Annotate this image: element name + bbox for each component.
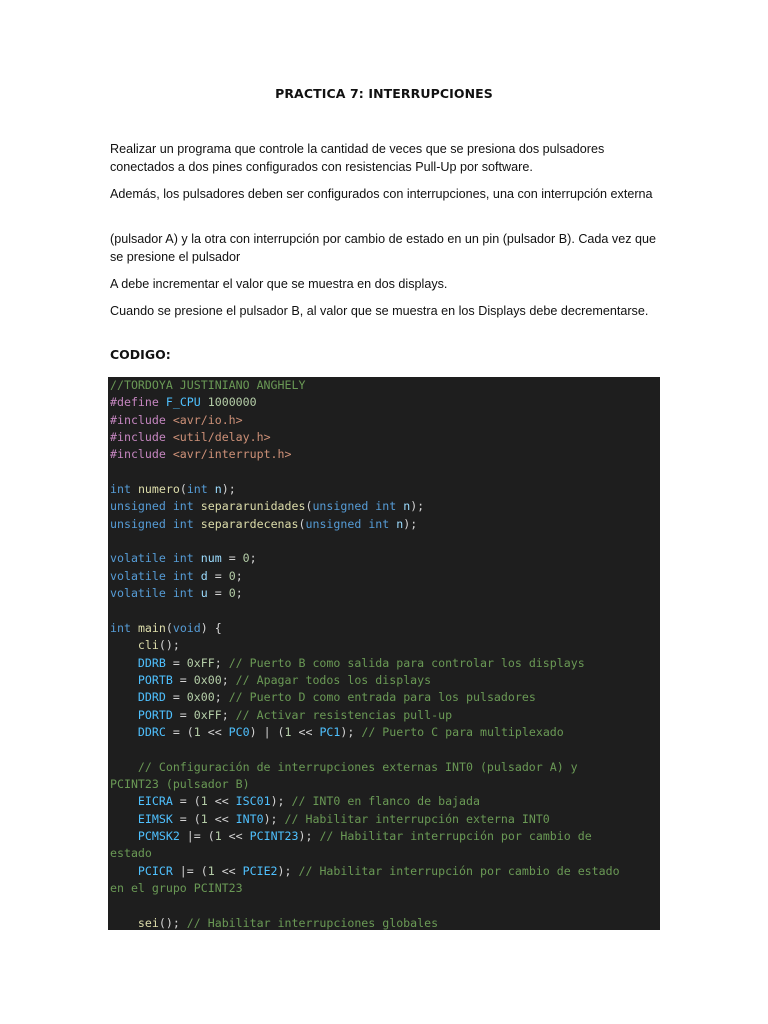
code-lines (108, 377, 660, 930)
code-token: << (207, 794, 236, 809)
paragraph-2: Además, los pulsadores deben ser configurados con interrupciones, una con interrupción externa (110, 187, 653, 201)
code-line (110, 446, 660, 463)
code-token: |= ( (179, 828, 215, 843)
code-token (166, 517, 173, 531)
code-token: int (110, 620, 131, 635)
code-token (159, 395, 166, 409)
code-token: void (172, 620, 201, 635)
code-token (110, 708, 138, 722)
code-token: ); (277, 863, 299, 878)
code-token: ( (179, 482, 187, 497)
code-token: unsigned (110, 499, 166, 514)
code-token: unsigned (110, 516, 166, 531)
code-token: n (403, 499, 411, 514)
paragraph-3: (pulsador A) y la otra con interrupción por cambio de estado en un pin (pulsador B). Cada vez que se presione el pulsador (110, 232, 657, 264)
code-block (108, 377, 660, 930)
code-token: n (396, 516, 404, 531)
code-token: d (200, 568, 208, 583)
code-token: // Habilitar interrupción por cambio de estado (298, 863, 620, 878)
code-token (166, 413, 173, 427)
code-token: = (165, 655, 187, 670)
code-line (110, 516, 660, 533)
code-line (110, 845, 660, 862)
code-token: 0 (242, 551, 250, 566)
code-token: unsigned (305, 516, 362, 531)
code-line (110, 498, 660, 515)
code-token: PCICR (137, 863, 173, 878)
code-line (110, 602, 660, 619)
code-line (110, 550, 660, 567)
code-token: = ( (172, 794, 201, 809)
code-token: INT0 (235, 811, 264, 826)
code-token (131, 482, 138, 496)
code-token: #include (110, 447, 166, 462)
code-line (110, 481, 660, 498)
code-token: 1 (193, 724, 201, 739)
code-token: ; (221, 672, 236, 687)
code-token (110, 812, 138, 826)
code-line (110, 880, 660, 897)
code-token: ( (298, 516, 306, 531)
code-token: << (200, 724, 229, 739)
code-token: ); (403, 516, 418, 531)
code-token: <avr/interrupt.h> (172, 447, 292, 462)
code-token: 0x00 (193, 672, 222, 687)
code-token: 0x00 (186, 690, 215, 705)
code-token: volatile (110, 586, 166, 601)
code-line (110, 776, 660, 793)
code-token: int (172, 568, 194, 583)
code-token: = (172, 672, 194, 687)
page-title: PRACTICA 7: INTERRUPCIONES (275, 86, 493, 101)
code-token: ; (221, 707, 236, 722)
code-token: ; (214, 690, 229, 705)
code-line (110, 585, 660, 602)
code-token: PC0 (228, 724, 250, 739)
code-token: // Puerto D como entrada para los pulsadores (228, 690, 536, 705)
code-token (166, 430, 173, 444)
code-token: int (110, 482, 131, 497)
code-token: ) { (200, 620, 222, 635)
code-token: n (214, 482, 222, 497)
code-line (110, 672, 660, 689)
code-token (110, 656, 138, 670)
code-label: CODIGO: (110, 347, 171, 362)
code-token (194, 569, 201, 583)
paragraph-1: Realizar un programa que controle la cantidad de veces que se presiona dos pulsadores conectados a dos pines configurados con resistencias Pull-Up por software. (110, 142, 605, 174)
code-token (110, 725, 138, 739)
code-token: ); (270, 794, 292, 809)
code-line (110, 568, 660, 585)
code-token (194, 517, 201, 531)
code-token: // Habilitar interrupciones globales (186, 915, 439, 930)
code-line (110, 863, 660, 880)
code-token (194, 586, 201, 600)
code-line (110, 915, 660, 930)
code-token: PCINT23 (249, 828, 299, 843)
code-token: = ( (172, 811, 201, 826)
code-token: separardecenas (200, 516, 299, 531)
code-token: int (172, 516, 194, 531)
code-token (166, 586, 173, 600)
code-token: 0xFF (193, 707, 222, 722)
code-token: PORTD (137, 707, 173, 722)
paragraph-5: Cuando se presione el pulsador B, al valor que se muestra en los Displays debe decrementarse. (110, 304, 649, 318)
code-token: PORTB (137, 672, 173, 687)
code-token: main (137, 620, 166, 635)
code-token: PC1 (319, 724, 341, 739)
code-line (110, 620, 660, 637)
code-token: = (221, 551, 243, 566)
code-line (110, 412, 660, 429)
code-token: = (165, 690, 187, 705)
code-token: cli (137, 638, 159, 653)
code-token: = (172, 707, 194, 722)
code-token: DDRC (137, 724, 166, 739)
code-token: PCMSK2 (137, 828, 180, 843)
code-token: << (214, 863, 243, 878)
code-token: // Habilitar interrupción por cambio de (319, 828, 592, 843)
code-line (110, 377, 660, 394)
code-token: 1 (207, 863, 215, 878)
code-token: sei (137, 915, 159, 930)
code-token (166, 447, 173, 461)
code-token: DDRB (137, 655, 166, 670)
code-token: ); (221, 482, 236, 497)
code-token: volatile (110, 568, 166, 583)
code-token: volatile (110, 551, 166, 566)
code-token (110, 794, 138, 808)
code-token (208, 482, 215, 496)
code-token: 0 (228, 568, 236, 583)
code-line (110, 759, 660, 776)
code-token (166, 551, 173, 565)
code-token (194, 551, 201, 565)
code-line (110, 707, 660, 724)
code-token: int (172, 551, 194, 566)
code-token: #include (110, 430, 166, 445)
code-token (110, 760, 138, 774)
code-token: (); (158, 638, 180, 653)
code-token: |= ( (172, 863, 208, 878)
code-token (166, 499, 173, 513)
code-token: 0xFF (186, 655, 215, 670)
code-token: // Puerto C para multiplexado (361, 724, 564, 739)
code-token: (); (158, 915, 187, 930)
code-token: //TORDOYA JUSTINIANO ANGHELY (110, 378, 306, 392)
code-token: = (207, 568, 229, 583)
code-token: unsigned (312, 499, 369, 514)
code-token (110, 690, 138, 704)
code-line (110, 897, 660, 914)
code-token: = (207, 586, 229, 601)
code-token: 1 (284, 724, 292, 739)
code-line (110, 533, 660, 550)
code-token: PCIE2 (242, 863, 278, 878)
code-token (110, 638, 138, 652)
code-token (166, 569, 173, 583)
code-token: en el grupo PCINT23 (110, 880, 243, 895)
code-token: PCINT23 (pulsador B) (110, 776, 250, 791)
code-token: ( (305, 499, 313, 514)
code-token: << (291, 724, 320, 739)
code-token: int (172, 586, 194, 601)
code-token (194, 499, 201, 513)
code-token: EICRA (137, 794, 173, 809)
code-token: int (186, 482, 208, 497)
code-line (110, 724, 660, 741)
code-line (110, 828, 660, 845)
code-line (110, 741, 660, 758)
code-token (110, 673, 138, 687)
code-token: EIMSK (137, 811, 173, 826)
code-line (110, 689, 660, 706)
code-token (110, 829, 138, 843)
code-token: F_CPU (165, 395, 201, 410)
code-token (131, 621, 138, 635)
code-token: ); (410, 499, 425, 514)
code-line (110, 464, 660, 481)
code-token: separarunidades (200, 499, 306, 514)
code-token: 1 (214, 828, 222, 843)
code-token: <avr/io.h> (172, 412, 243, 427)
code-line (110, 793, 660, 810)
code-token: num (200, 551, 222, 566)
code-token: ); (340, 724, 362, 739)
code-token: 1 (200, 811, 208, 826)
code-line (110, 394, 660, 411)
paragraph-4: A debe incrementar el valor que se muestra en dos displays. (110, 277, 448, 291)
code-token (201, 395, 208, 409)
code-token: u (200, 586, 208, 601)
code-token: #define (110, 395, 159, 410)
code-token (110, 916, 138, 930)
code-token: ( (165, 620, 173, 635)
code-line (110, 429, 660, 446)
code-token: = ( (165, 724, 194, 739)
code-token: // INT0 en flanco de bajada (291, 794, 480, 809)
code-token (110, 864, 138, 878)
code-token: int (172, 499, 194, 514)
code-token: ; (235, 586, 243, 601)
code-token: DDRD (137, 690, 166, 705)
code-token: // Activar resistencias pull-up (235, 707, 453, 722)
code-token: 1000000 (207, 395, 257, 410)
code-token: int (368, 516, 390, 531)
code-token: // Habilitar interrupción externa INT0 (284, 811, 550, 826)
code-token: 0 (228, 586, 236, 601)
code-token: 1 (200, 794, 208, 809)
code-token: ); (263, 811, 285, 826)
code-line (110, 637, 660, 654)
code-token: estado (110, 846, 152, 861)
code-token: numero (137, 482, 180, 497)
code-token: ); (298, 828, 320, 843)
code-token: ; (214, 655, 229, 670)
code-token: // Apagar todos los displays (235, 672, 432, 687)
code-token: ; (235, 568, 243, 583)
code-token: // Puerto B como salida para controlar los displays (228, 655, 585, 670)
code-line (110, 811, 660, 828)
code-token: int (375, 499, 397, 514)
code-token: ) | ( (249, 724, 285, 739)
code-token: << (221, 828, 250, 843)
code-token: << (207, 811, 236, 826)
code-token: ISC01 (235, 794, 271, 809)
code-token: <util/delay.h> (172, 430, 271, 445)
code-token: // Configuración de interrupciones externas INT0 (pulsador A) y (137, 759, 578, 774)
code-line (110, 655, 660, 672)
code-token: ; (249, 551, 257, 566)
code-token: #include (110, 412, 166, 427)
